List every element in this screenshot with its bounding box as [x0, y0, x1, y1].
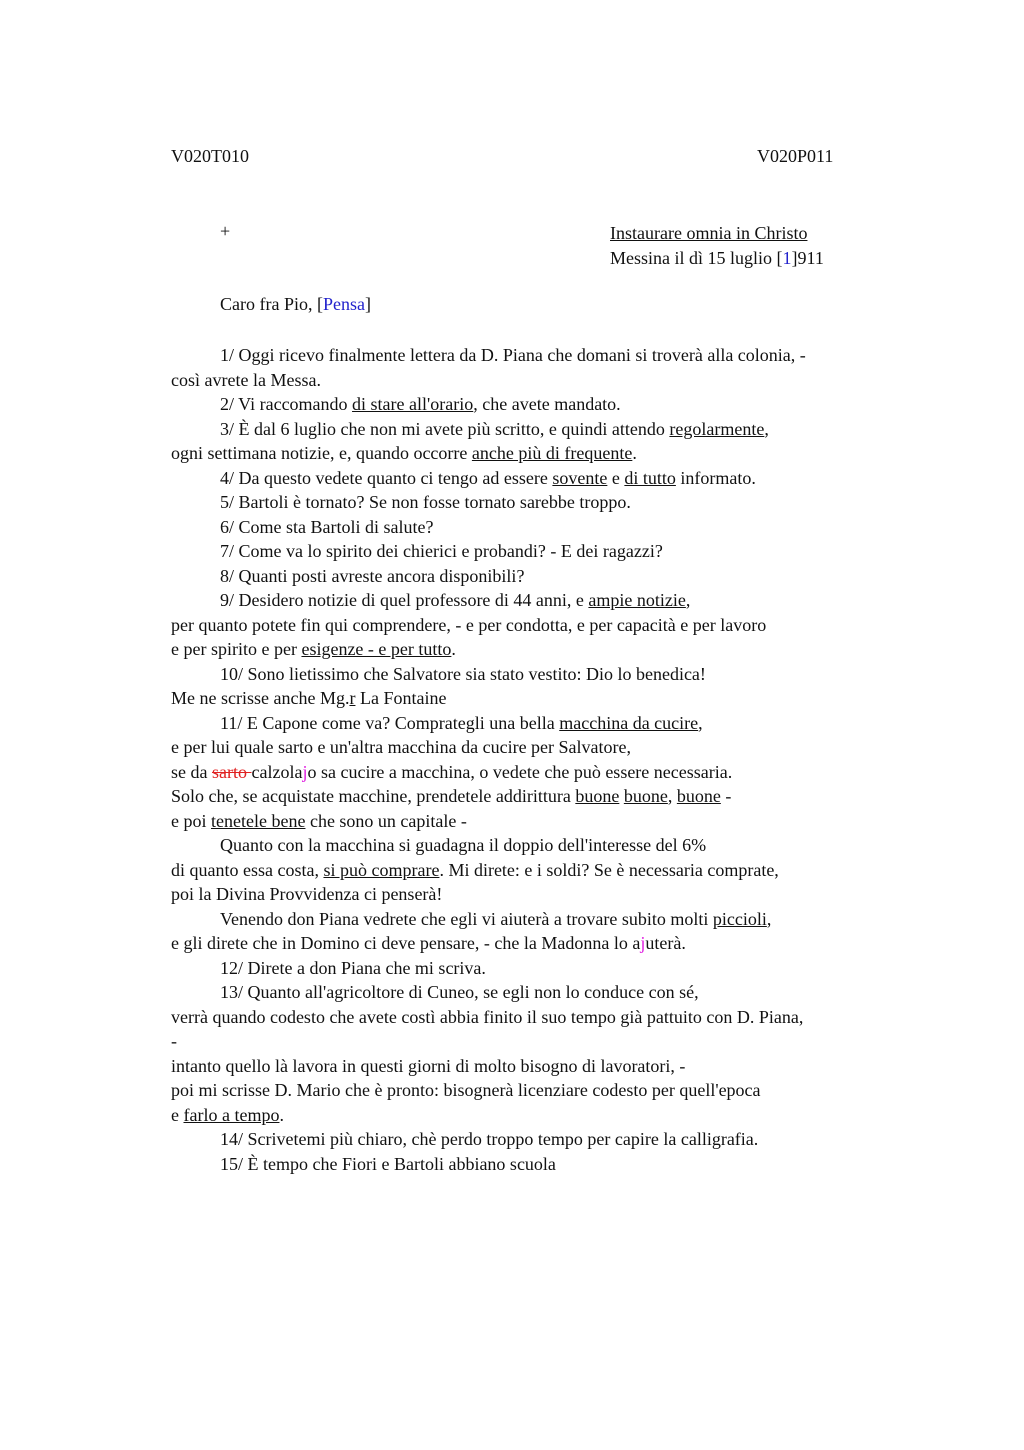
body-line: verrà quando codesto che avete costì abbia finito il suo tempo già pattuito con D. Piana, [171, 1006, 804, 1027]
body-line: 4/ Da questo vedete quanto ci tengo ad essere sovente e di tutto informato. [220, 467, 756, 488]
editorial-correction: j [302, 761, 308, 782]
body-line: 2/ Vi raccomando di stare all'orario, che avete mandato. [220, 394, 621, 414]
body-line: poi la Divina Provvidenza ci penserà! [171, 884, 443, 904]
body-line: Solo che, se acquistate macchine, prendetele addirittura buone buone, buone - [171, 786, 732, 806]
body-line: 1/ Oggi ricevo finalmente lettera da D. Piana che domani si troverà alla colonia, - [220, 345, 806, 365]
body-line: Quanto con la macchina si guadagna il doppio dell'interesse del 6% [220, 835, 707, 855]
body-line: poi mi scrisse D. Mario che è pronto: bisognerà licenziare codesto per quell'epoca [171, 1080, 761, 1100]
document-code-left: V020T010 [171, 146, 249, 166]
body-line: Me ne scrisse anche Mg.r La Fontaine [171, 688, 447, 708]
body-line: di quanto essa costa, si può comprare. Mi direte: e i soldi? Se è necessaria comprate, [171, 859, 779, 880]
body-line: Venendo don Piana vedrete che egli vi aiuterà a trovare subito molti piccioli, [220, 908, 772, 929]
body-line: e per spirito e per esigenze - e per tutto. [171, 639, 456, 659]
body-line: ogni settimana notizie, e, quando occorre anche più di frequente. [171, 443, 637, 463]
letter-heading [610, 221, 824, 270]
place-date: Messina il dì 15 luglio [1]911 [610, 247, 824, 268]
body-line: 13/ Quanto all'agricoltore di Cuneo, se egli non lo conduce con sé, [220, 982, 699, 1002]
body-line: 7/ Come va lo spirito dei chierici e probandi? - E dei ragazzi? [220, 541, 663, 561]
body-line: 9/ Desidero notizie di quel professore di 44 anni, e ampie notizie, [220, 590, 691, 610]
editorial-correction: j [640, 933, 646, 953]
body-line: intanto quello là lavora in questi giorni di molto bisogno di lavoratori, - [171, 1055, 686, 1076]
letter-body [171, 343, 931, 1176]
body-line: 8/ Quanti posti avreste ancora disponibili? [220, 565, 525, 586]
motto: Instaurare omnia in Christo [610, 223, 808, 243]
body-line: 3/ È dal 6 luglio che non mi avete più scritto, e quindi attendo regolarmente, [220, 418, 769, 439]
cross-mark: + [220, 221, 231, 241]
body-line: 5/ Bartoli è tornato? Se non fosse tornato sarebbe troppo. [220, 492, 631, 512]
body-line: e farlo a tempo. [171, 1104, 284, 1125]
body-line: e poi tenetele bene che sono un capitale - [171, 810, 467, 831]
body-line: se da sarto calzolajo sa cucire a macchina, o vedete che può essere necessaria. [171, 761, 733, 782]
body-line: e gli direte che in Domino ci deve pensare, - che la Madonna lo ajuterà. [171, 933, 686, 953]
body-line: 6/ Come sta Bartoli di salute? [220, 516, 434, 537]
body-line: 10/ Sono lietissimo che Salvatore sia stato vestito: Dio lo benedica! [220, 663, 706, 684]
document-code-right: V020P011 [757, 146, 834, 166]
deleted-word: sarto [211, 761, 252, 782]
body-line: 11/ E Capone come va? Comprategli una bella macchina da cucire, [220, 712, 703, 733]
body-line: - [171, 1031, 177, 1051]
body-line: e per lui quale sarto e un'altra macchina da cucire per Salvatore, [171, 737, 632, 757]
recipient-surname: Pensa [322, 294, 365, 314]
body-line: 15/ È tempo che Fiori e Bartoli abbiano scuola [220, 1153, 556, 1174]
body-line: 14/ Scrivetemi più chiaro, chè perdo troppo tempo per capire la calligrafia. [220, 1129, 759, 1149]
body-line: per quanto potete fin qui comprendere, - e per condotta, e per capacità e per lavoro [171, 614, 767, 635]
editorial-insertion: 1 [782, 247, 792, 268]
salutation: Caro fra Pio, [Pensa] [220, 294, 371, 314]
body-line: 12/ Direte a don Piana che mi scriva. [220, 957, 486, 978]
body-line: così avrete la Messa. [171, 369, 321, 390]
